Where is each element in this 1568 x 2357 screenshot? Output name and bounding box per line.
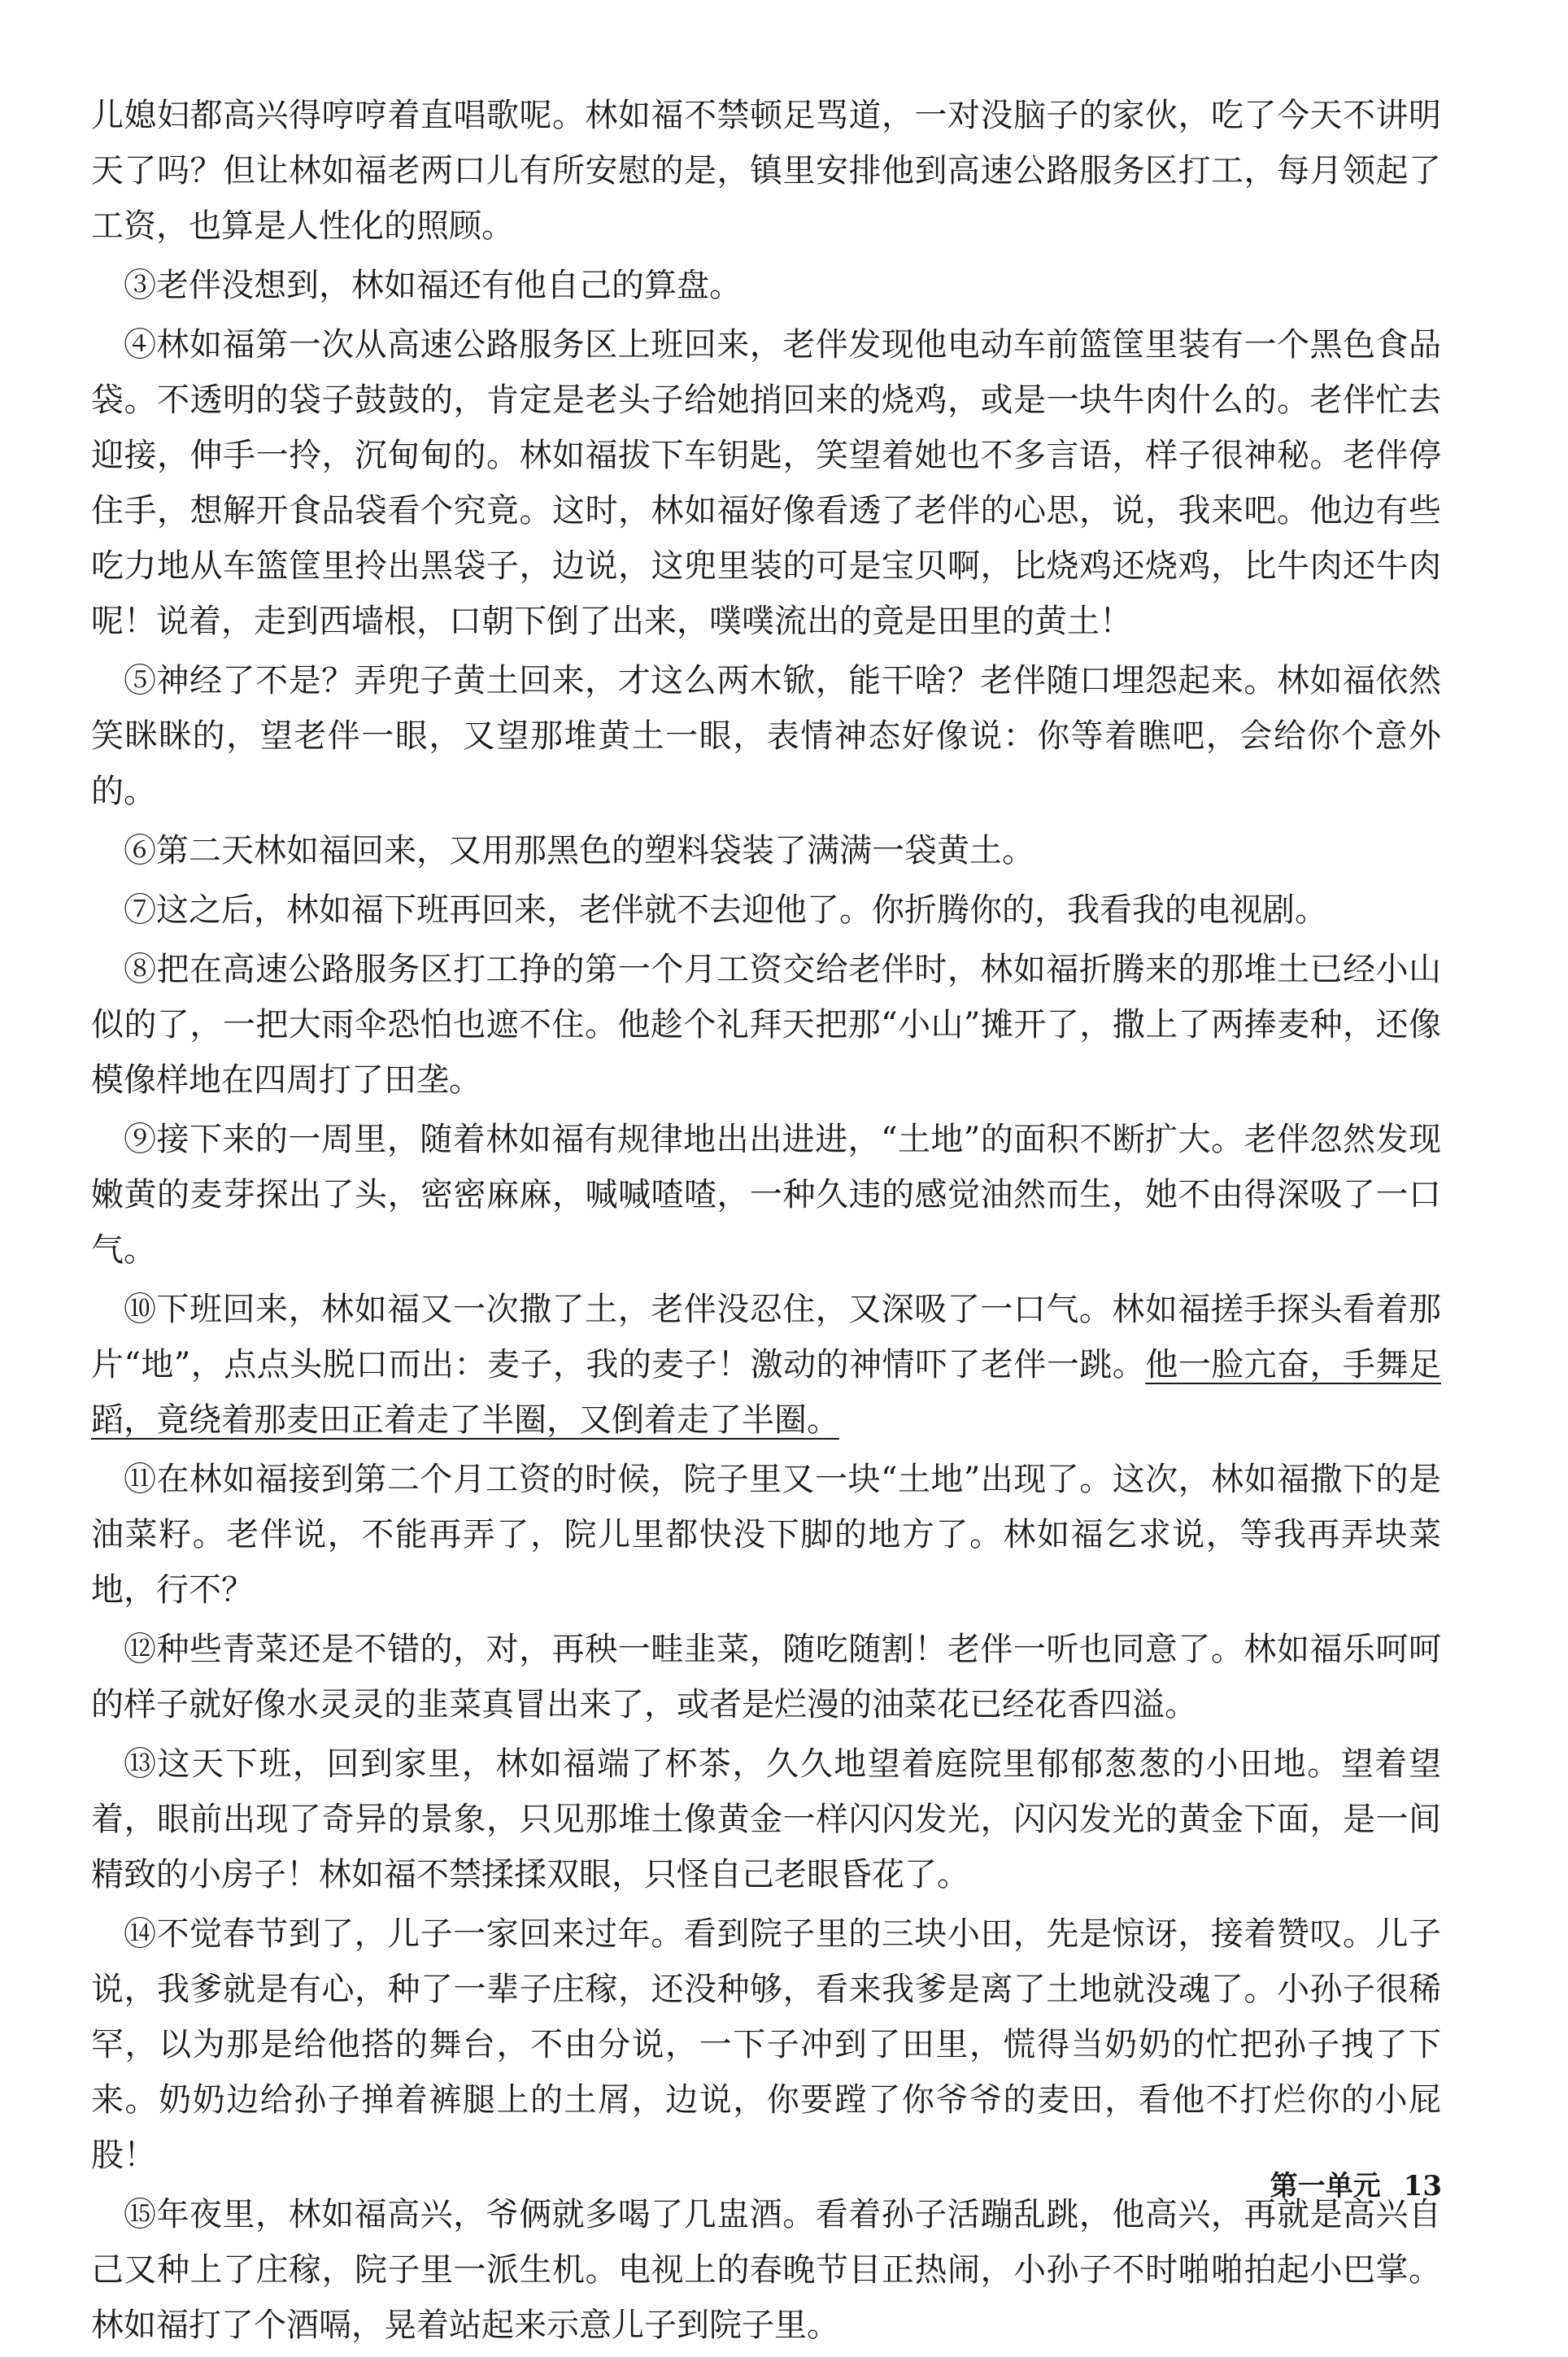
paragraph-15: ⑮年夜里，林如福高兴，爷俩就多喝了几盅酒。看着孙子活蹦乱跳，他高兴，再就是高兴自己又种上了庄稼，院子里一派生机。电视上的春晚节目正热闹，小孙子不时啪啪拍起小巴掌。林如福打了个酒嗝，晃着站起来示意儿子到院子里。 bbox=[91, 2196, 1441, 2344]
paragraph-5: ⑤神经了不是？弄兜子黄土回来，才这么两木锨，能干啥？老伴随口埋怨起来。林如福依然笑眯眯的，望老伴一眼，又望那堆黄土一眼，表情神态好像说：你等着瞧吧，会给你个意外的。 bbox=[91, 662, 1441, 810]
page-number: 13 bbox=[1403, 2170, 1442, 2202]
paragraph-8: ⑧把在高速公路服务区打工挣的第一个月工资交给老伴时，林如福折腾来的那堆土已经小山似的了，一把大雨伞恐怕也遮不住。他趁个礼拜天把那“小山”摊开了，撒上了两捧麦种，还像模像样地在四周打了田垄。 bbox=[91, 951, 1441, 1099]
paragraph-13: ⑬这天下班，回到家里，林如福端了杯茶，久久地望着庭院里郁郁葱葱的小田地。望着望着，眼前出现了奇异的景象，只见那堆土像黄金一样闪闪发光，闪闪发光的黄金下面，是一间精致的小房子！林如福不禁揉揉双眼，只怪自己老眼昏花了。 bbox=[91, 1745, 1441, 1893]
paragraph-9: ⑨接下来的一周里，随着林如福有规律地出出进进，“土地”的面积不断扩大。老伴忽然发现嫩黄的麦芽探出了头，密密麻麻，喊喊喳喳，一种久违的感觉油然而生，她不由得深吸了一口气。 bbox=[91, 1121, 1441, 1269]
paragraph-4: ④林如福第一次从高速公路服务区上班回来，老伴发现他电动车前篮筐里装有一个黑色食品袋。不透明的袋子鼓鼓的，肯定是老头子给她捎回来的烧鸡，或是一块牛肉什么的。老伴忙去迎接，伸手一拎，沉甸甸的。林如福拔下车钥匙，笑望着她也不多言语，样子很神秘。老伴停住手，想解开食品袋看个究竟。这时，林如福好像看透了老伴的心思，说，我来吧。他边有些吃力地从车篮筐里拎出黑袋子，边说，这兜里装的可是宝贝啊，比烧鸡还烧鸡，比牛肉还牛肉呢！说着，走到西墙根，口朝下倒了出来，噗噗流出的竟是田里的黄土！ bbox=[91, 326, 1441, 640]
paragraph-10 bbox=[91, 1282, 1441, 1448]
paragraph-3: ③老伴没想到，林如福还有他自己的算盘。 bbox=[124, 267, 742, 304]
unit-label: 第一单元 bbox=[1270, 2170, 1381, 2202]
page-footer bbox=[1270, 2163, 1442, 2203]
document-body bbox=[91, 88, 1441, 2357]
paragraph-10-text: ⑩下班回来，林如福又一次撒了土，老伴没忍住，又深吸了一口气。林如福搓手探头看着那片“地”，点点头脱口而出：麦子，我的麦子！激动的神情吓了老伴一跳。 bbox=[91, 1291, 1441, 1383]
paragraph-11: ⑪在林如福接到第二个月工资的时候，院子里又一块“土地”出现了。这次，林如福撒下的是油菜籽。老伴说，不能再弄了，院儿里都快没下脚的地方了。林如福乞求说，等我再弄块菜地，行不？ bbox=[91, 1461, 1441, 1609]
paragraph-10-underlined-sentence: 他一脸亢奋，手舞足蹈，竟绕着那麦田正着走了半圈，又倒着走了半圈。 bbox=[91, 1346, 1441, 1439]
paragraph-6: ⑥第二天林如福回来，又用那黑色的塑料袋装了满满一袋黄土。 bbox=[124, 832, 1034, 869]
paragraph-12: ⑫种些青菜还是不错的，对，再秧一畦韭菜，随吃随割！老伴一听也同意了。林如福乐呵呵的样子就好像水灵灵的韭菜真冒出来了，或者是烂漫的油菜花已经花香四溢。 bbox=[91, 1631, 1441, 1723]
paragraph-7: ⑦这之后，林如福下班再回来，老伴就不去迎他了。你折腾你的，我看我的电视剧。 bbox=[124, 891, 1327, 929]
paragraph-14: ⑭不觉春节到了，儿子一家回来过年。看到院子里的三块小田，先是惊讶，接着赞叹。儿子说，我爹就是有心，种了一辈子庄稼，还没种够，看来我爹是离了土地就没魂了。小孙子很稀罕，以为那是给他搭的舞台，不由分说，一下子冲到了田里，慌得当奶奶的忙把孙子拽了下来。奶奶边给孙子掸着裤腿上的土屑，边说，你要蹚了你爷爷的麦田，看他不打烂你的小屁股！ bbox=[91, 1915, 1441, 2174]
paragraph-2-continued: 儿媳妇都高兴得哼哼着直唱歌呢。林如福不禁顿足骂道，一对没脑子的家伙，吃了今天不讲明天了吗？但让林如福老两口儿有所安慰的是，镇里安排他到高速公路服务区打工，每月领起了工资，也算是人性化的照顾。 bbox=[91, 97, 1441, 245]
